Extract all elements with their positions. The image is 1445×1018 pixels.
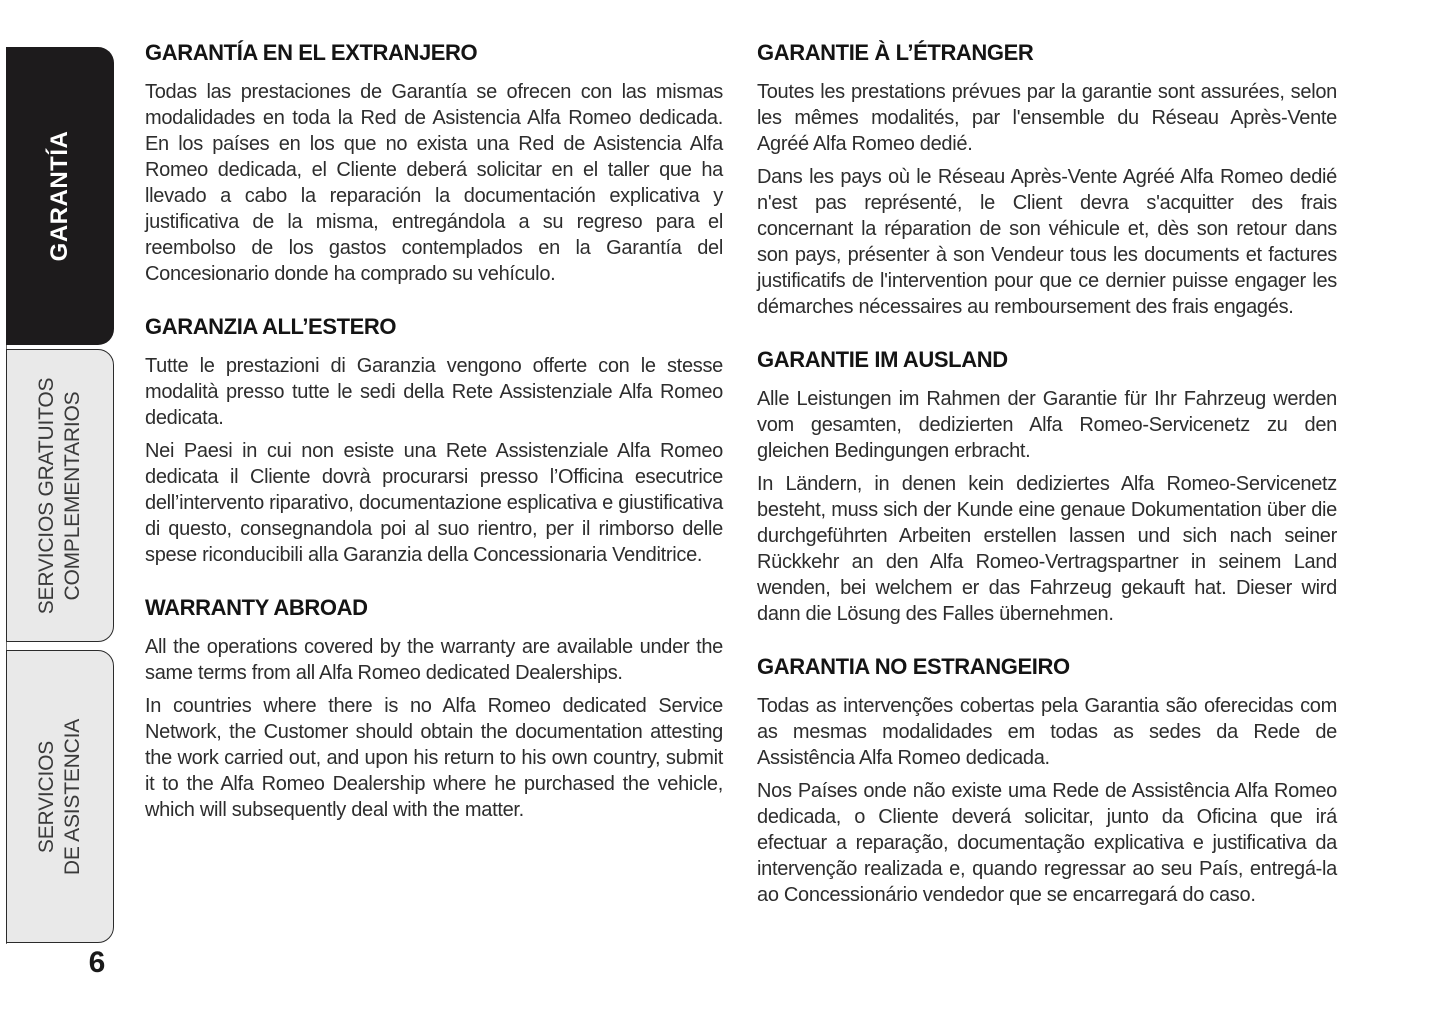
section-paragraph: Todas las prestaciones de Garantía se ofrecen con las mismas modalidades en toda la Red de Asistencia Alfa Romeo dedicada. En los países en los que no exista una Red de Asistencia Alfa Romeo dedicada, el Cliente deberá solicitar en el taller que ha llevado a cabo la reparación la documentación explicativa y justificativa de la misma, entregándola a su regreso para el reembolso de los gastos contemplados en la Garantía del Concesionario donde ha comprado su vehículo.	[145, 81, 723, 285]
sidebar-tab-servicios-gratuitos-complementarios	[6, 349, 114, 642]
section-paragraph: Toutes les prestations prévues par la garantie sont assurées, selon les mêmes modalités, par l'ensemble du Réseau Après-Vente Agréé Alfa Romeo dedié.	[757, 81, 1337, 155]
section-warranty-abroad-es	[145, 41, 723, 287]
section-paragraph: All the operations covered by the warranty are available under the same terms from all Alfa Romeo dedicated Dealerships.	[145, 636, 723, 684]
section-warranty-abroad-fr	[757, 41, 1337, 320]
sidebar-tab-servicios-de-asistencia	[6, 650, 114, 943]
section-warranty-abroad-de	[757, 348, 1337, 627]
section-heading: GARANTIA NO ESTRANGEIRO	[757, 654, 1070, 679]
section-paragraph: Nei Paesi in cui non esiste una Rete Assistenziale Alfa Romeo dedicata il Cliente dovrà procurarsi presso l’Officina esecutrice dell’intervento riparativo, documentazione esplicativa e giustificativa di questo, consegnandola poi al suo rientro, per il rimborso delle spese riconducibili alla Garanzia della Concessionaria Venditrice.	[145, 440, 723, 566]
page-number: 6	[88, 946, 106, 979]
section-paragraph: Dans les pays où le Réseau Après-Vente Agréé Alfa Romeo dedié n'est pas représenté, le Client devra s'acquitter des frais concernant la réparation de son véhicule et, dès son retour dans son pays, présenter à son Vendeur tous les documents et factures justificatifs de l'intervention pour que ce dernier puisse engager les démarches nécessaires au remboursement des frais engagés.	[757, 166, 1337, 318]
section-warranty-abroad-pt	[757, 655, 1337, 908]
section-paragraph: Todas as intervenções cobertas pela Garantia são oferecidas com as mesmas modalidades em todas as sedes da Rede de Assistência Alfa Romeo dedicada.	[757, 695, 1337, 769]
section-heading: WARRANTY ABROAD	[145, 595, 368, 620]
section-paragraph: Tutte le prestazioni di Garanzia vengono offerte con le stesse modalità presso tutte le sedi della Rete Assistenziale Alfa Romeo dedicata.	[145, 355, 723, 429]
section-paragraph: In Ländern, in denen kein dediziertes Alfa Romeo-Servicenetz besteht, muss sich der Kunde eine genaue Dokumentation über die durchgeführten Arbeiten erstellen lassen und sich nach seiner Rückkehr an den Alfa Romeo-Vertragspartner in seinem Land wenden, bei welchem er das Fahrzeug gekauft hat. Dieser wird dann die Lösung des Falles übernehmen.	[757, 473, 1337, 625]
section-warranty-abroad-it	[145, 315, 723, 568]
section-heading: GARANTIE À L’ÉTRANGER	[757, 40, 1034, 65]
column-right	[757, 39, 1337, 915]
section-heading: GARANZIA ALL’ESTERO	[145, 314, 397, 339]
section-paragraph: In countries where there is no Alfa Romeo dedicated Service Network, the Customer should obtain the documentation attesting the work carried out, and upon his return to his own country, submit it to the Alfa Romeo Dealership where he purchased the vehicle, which will subsequently deal with the matter.	[145, 695, 723, 821]
sidebar-tab-garantia	[6, 47, 114, 345]
section-paragraph: Nos Países onde não existe uma Rede de Assistência Alfa Romeo dedicada, o Cliente deverá solicitar, junto da Oficina que irá efectuar a reparação, documentação explicativa e justificativa da intervenção realizada e, quando regressar ao seu País, entregá-la ao Concessionário vendedor que se encarregará do caso.	[757, 780, 1337, 906]
sidebar-tab-servicios-gratuitos-label: SERVICIOS GRATUITOS COMPLEMENTARIOS	[35, 377, 84, 614]
sidebar-tab-garantia-label: GARANTÍA	[46, 130, 73, 262]
section-paragraph: Alle Leistungen im Rahmen der Garantie für Ihr Fahrzeug werden vom gesamten, dedizierten Alfa Romeo-Servicenetz zu den gleichen Bedingungen erbracht.	[757, 388, 1337, 462]
section-heading: GARANTÍA EN EL EXTRANJERO	[145, 40, 478, 65]
column-left	[145, 39, 723, 830]
sidebar-tab-servicios-asistencia-label: SERVICIOS DE ASISTENCIA	[35, 718, 84, 875]
section-warranty-abroad-en	[145, 596, 723, 823]
section-heading: GARANTIE IM AUSLAND	[757, 347, 1008, 372]
